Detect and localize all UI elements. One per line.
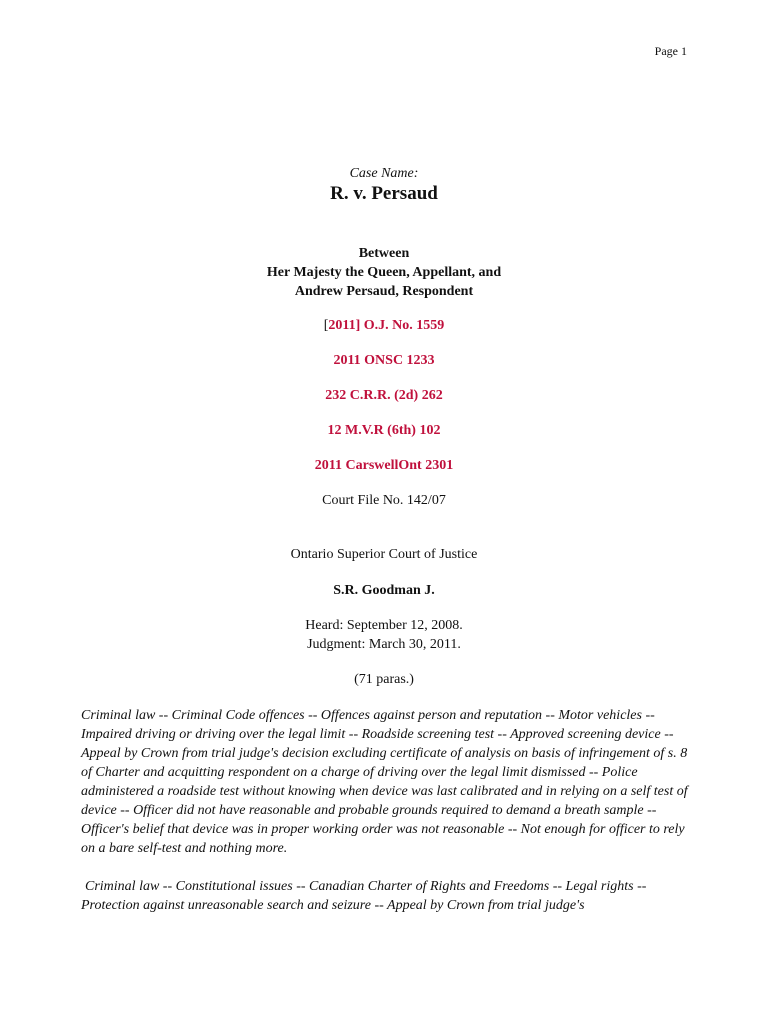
citation-year-link[interactable]: 2011	[328, 318, 356, 333]
case-title: R. v. Persaud	[330, 183, 438, 204]
citation-bracket: [	[323, 318, 329, 333]
citation-carswell[interactable]: 2011 CarswellOnt 2301	[314, 458, 454, 473]
paragraph-count: (71 paras.)	[354, 672, 414, 687]
citation-crr[interactable]: 232 C.R.R. (2d) 262	[325, 388, 443, 403]
case-name-label: Case Name:	[349, 166, 419, 181]
citation-mvr[interactable]: 12 M.V.R (6th) 102	[327, 423, 441, 438]
court-name: Ontario Superior Court of Justice	[290, 547, 478, 562]
between-label: Between	[358, 246, 410, 261]
heard-date: Heard: September 12, 2008.	[305, 618, 463, 633]
page-number: Page 1	[654, 44, 687, 58]
citation-onsc[interactable]: 2011 ONSC 1233	[333, 353, 435, 368]
judge-name: S.R. Goodman J.	[333, 583, 435, 598]
judgment-date: Judgment: March 30, 2011.	[307, 637, 461, 652]
court-file-number: Court File No. 142/07	[322, 493, 446, 508]
citation-oj-rest[interactable]: ] O.J. No. 1559	[355, 318, 445, 333]
respondent-line: Andrew Persaud, Respondent	[294, 284, 474, 299]
summary-paragraph-1: Criminal law -- Criminal Code offences -- Offences against person and reputation -- Motor vehicles -- Impaired driving or driving over the legal limit -- Roadside screening test -- Approved screening device -- Appeal by Crown from trial judge's decision excluding certificate of analysis on basis of infringement of s. 8 of Charter and acquitting respondent on a charge of driving over the legal limit dismissed -- Police administered a roadside test without knowing when device was last calibrated and in relying on a self test of device -- Officer did not have reasonable and probable grounds required to demand a breath sample -- Officer's belief that device was in proper working order was not reasonable -- Not enough for officer to rely on a bare self-test and nothing more.	[81, 708, 688, 856]
appellant-line: Her Majesty the Queen, Appellant, and	[266, 265, 502, 280]
summary-paragraph-2: Criminal law -- Constitutional issues -- Canadian Charter of Rights and Freedoms -- Legal rights -- Protection against unreasonable search and seizure -- Appeal by Crown from trial judge's	[81, 879, 647, 913]
parties-block	[0, 244, 768, 301]
citation-oj[interactable]	[0, 318, 768, 334]
